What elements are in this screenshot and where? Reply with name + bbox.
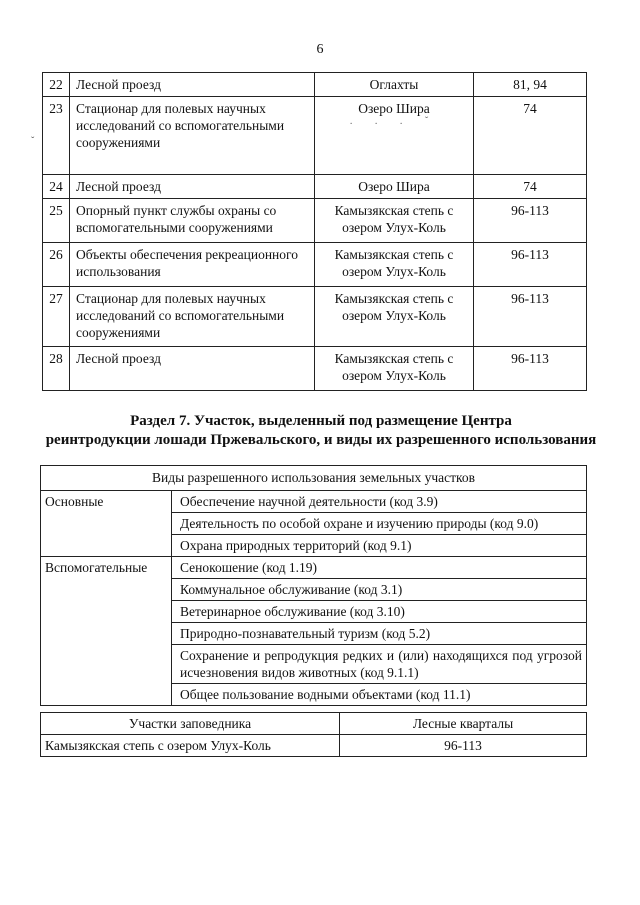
scan-dots: . . . ˇ <box>349 116 439 127</box>
row-number: 25 <box>43 199 70 243</box>
reserve-site: Камызякская степь с озером Улух-Коль <box>315 347 474 391</box>
reserve-areas-table <box>40 712 587 757</box>
facility-name: Лесной проезд <box>70 73 315 97</box>
aux-uses-label: Вспомогательные <box>41 557 172 706</box>
use-item: Природно-познавательный туризм (код 5.2) <box>172 623 587 645</box>
facilities-table <box>42 72 587 391</box>
facility-name: Объекты обеспечения рекреационного использования <box>70 243 315 287</box>
section-title <box>40 412 602 450</box>
section-title-line: Раздел 7. Участок, выделенный под размещение Центра <box>130 413 512 429</box>
reserve-site: Камызякская степь с озером Улух-Коль <box>315 243 474 287</box>
facility-name: Опорный пункт службы охраны со вспомогательными сооружениями <box>70 199 315 243</box>
reserve-site: Оглахты <box>315 73 474 97</box>
forest-quarters: 74 <box>474 97 587 175</box>
use-item: Деятельность по особой охране и изучению природы (код 9.0) <box>172 513 587 535</box>
table-row <box>43 347 587 391</box>
facility-name: Стационар для полевых научных исследований со вспомогательными сооружениями <box>70 97 315 175</box>
section-title-line: реинтродукции лошади Пржевальского, и виды их разрешенного использования <box>45 432 597 448</box>
area-quarters: 96-113 <box>340 735 587 757</box>
reserve-site: Камызякская степь с озером Улух-Коль <box>315 199 474 243</box>
reserve-site: Озеро Шира <box>315 175 474 199</box>
use-item: Обеспечение научной деятельности (код 3.9) <box>172 491 587 513</box>
row-number: 24 <box>43 175 70 199</box>
table-header-row <box>41 713 587 735</box>
page-number: 6 <box>316 42 324 57</box>
forest-quarters: 74 <box>474 175 587 199</box>
row-number: 26 <box>43 243 70 287</box>
use-item: Общее пользование водными объектами (код 11.1) <box>172 684 587 706</box>
table-row <box>43 73 587 97</box>
use-item: Охрана природных территорий (код 9.1) <box>172 535 587 557</box>
margin-mark: ˇ <box>31 136 35 147</box>
areas-column-header: Участки заповедника <box>41 713 340 735</box>
forest-quarters: 96-113 <box>474 347 587 391</box>
forest-quarters: 81, 94 <box>474 73 587 97</box>
forest-quarters: 96-113 <box>474 287 587 347</box>
reserve-site-cell <box>315 97 474 175</box>
table-row <box>41 735 587 757</box>
use-item: Ветеринарное обслуживание (код 3.10) <box>172 601 587 623</box>
table-row <box>43 175 587 199</box>
table-row <box>43 97 587 175</box>
row-number: 22 <box>43 73 70 97</box>
forest-quarters: 96-113 <box>474 199 587 243</box>
table-row <box>41 557 587 579</box>
uses-table-header: Виды разрешенного использования земельных участков <box>41 466 587 491</box>
reserve-site: Камызякская степь с озером Улух-Коль <box>315 287 474 347</box>
facility-name: Стационар для полевых научных исследований со вспомогательными сооружениями <box>70 287 315 347</box>
row-number: 28 <box>43 347 70 391</box>
table-row <box>43 243 587 287</box>
permitted-uses-table <box>40 465 587 706</box>
use-item: Сенокошение (код 1.19) <box>172 557 587 579</box>
reserve-site: Озеро Шира <box>358 101 430 116</box>
use-item: Сохранение и репродукция редких и (или) находящихся под угрозой исчезновения видов животных (код 9.1.1) <box>172 645 587 684</box>
facility-name: Лесной проезд <box>70 175 315 199</box>
table-header-row <box>41 466 587 491</box>
area-name: Камызякская степь с озером Улух-Коль <box>41 735 340 757</box>
main-uses-label: Основные <box>41 491 172 557</box>
table-row <box>43 199 587 243</box>
table-row <box>41 491 587 513</box>
row-number: 27 <box>43 287 70 347</box>
table-row <box>43 287 587 347</box>
quarters-column-header: Лесные кварталы <box>340 713 587 735</box>
facility-name: Лесной проезд <box>70 347 315 391</box>
forest-quarters: 96-113 <box>474 243 587 287</box>
use-item: Коммунальное обслуживание (код 3.1) <box>172 579 587 601</box>
row-number: 23 <box>43 97 70 175</box>
